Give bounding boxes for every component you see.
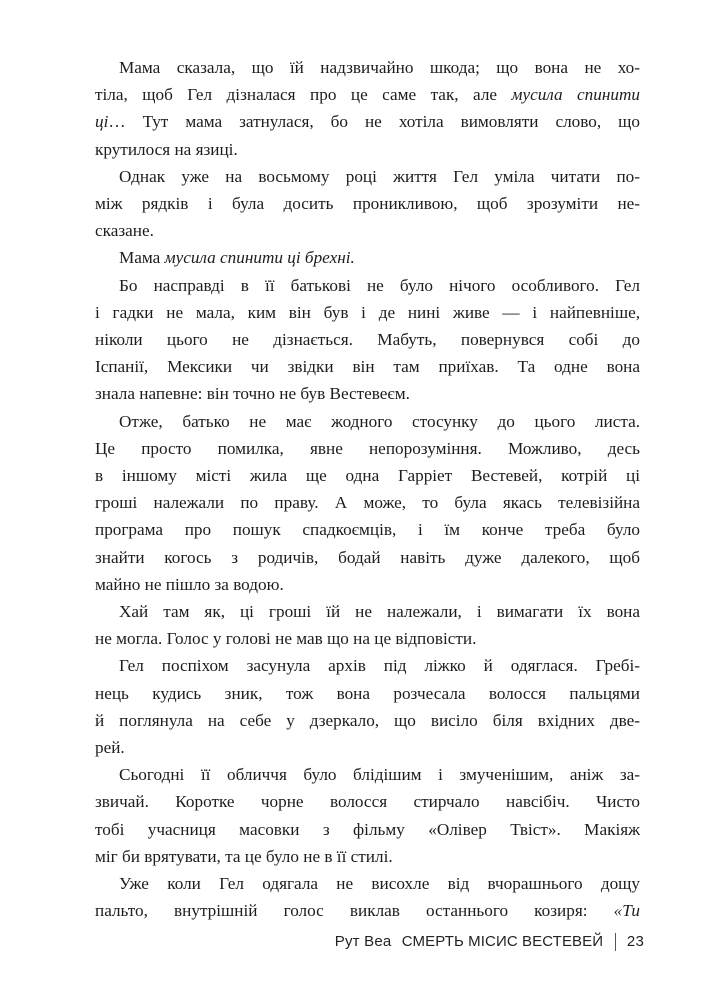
text-line — [119, 598, 640, 625]
text-line — [95, 108, 640, 135]
text-span: нець кудись зник, тож вона розчесала волосся пальцями — [95, 683, 640, 703]
text-line — [95, 380, 410, 407]
text-span: Гел поспіхом засунула архів під ліжко й одяглася. Гребі- — [119, 656, 640, 676]
text-span: знайти когось з родичів, бодай навіть дуже далекого, щоб — [95, 547, 640, 567]
text-span: Уже коли Гел одягала не висохле від вчорашнього дощу — [119, 874, 640, 893]
text-line — [95, 571, 284, 598]
text-span: Бо насправді в її батькові не було нічого особливого. Гел — [119, 275, 640, 295]
text-line — [95, 788, 640, 815]
text-span: майно не пішло за водою. — [95, 574, 284, 594]
text-line — [95, 680, 640, 707]
footer-author: Рут Веа — [334, 933, 392, 950]
text-line — [95, 81, 640, 108]
text-span: знала напевне: він точно не був Вестевеєм. — [95, 384, 410, 404]
text-span: Іспанії, Мексики чи звідки він там приїхав. Та одне вона — [95, 357, 640, 377]
text-line — [95, 843, 393, 870]
text-line — [95, 435, 640, 462]
text-span: Мама — [119, 248, 165, 268]
text-line — [95, 544, 640, 571]
text-line — [119, 163, 640, 190]
text-line — [119, 244, 355, 271]
italic-span: ці — [95, 112, 109, 132]
italic-span: «Ти — [613, 901, 640, 921]
text-span: міг би врятувати, та це було не в її стилі. — [95, 846, 393, 866]
text-span: ніколи цього не дізнається. Мабуть, повернувся собі до — [95, 330, 640, 349]
footer-divider — [615, 933, 616, 951]
text-line — [95, 707, 640, 734]
text-span: тіла, щоб Гел дізналася про це саме так, але — [95, 85, 512, 105]
text-line — [95, 299, 640, 326]
text-span: звичай. Коротке чорне волосся стирчало навсібіч. Чисто — [95, 792, 640, 812]
text-line — [95, 462, 640, 489]
text-line — [95, 816, 640, 843]
text-line — [95, 489, 640, 516]
text-span: пальто, внутрішній голос виклав останнього козиря: — [95, 901, 614, 921]
text-span: рей. — [95, 738, 125, 757]
text-line — [95, 136, 238, 163]
text-span: між рядків і була досить проникливою, щоб зрозуміти не- — [95, 194, 640, 213]
text-line — [119, 408, 640, 435]
text-line — [95, 353, 640, 380]
text-span: не могла. Голос у голові не мав що на це відповісти. — [95, 629, 477, 649]
text-span: Отже, батько не має жодного стосунку до цього листа. — [119, 411, 640, 431]
text-span: Сьогодні її обличчя було блідішим і змученішим, аніж за- — [119, 765, 640, 785]
text-line — [95, 326, 640, 353]
text-line — [95, 217, 154, 244]
text-line — [119, 272, 640, 299]
text-span: гроші належали по праву. А може, то була якась телевізійна — [95, 493, 640, 513]
text-line — [95, 625, 476, 652]
text-span: і гадки не мала, ким він був і де нині живе — і найпевніше, — [95, 302, 640, 322]
text-line — [95, 190, 640, 217]
footer-book-title: СМЕРТЬ МІСИС ВЕСТЕВЕЙ — [401, 933, 604, 950]
text-span: Це просто помилка, явне непорозуміння. Можливо, десь — [95, 438, 640, 458]
text-span: крутилося на язиці. — [95, 139, 238, 159]
page-number: 23 — [626, 933, 644, 950]
text-line — [119, 54, 640, 81]
text-span: Хай там як, ці гроші їй не належали, і вимагати їх вона — [119, 602, 640, 621]
italic-span: мусила спинити ці брехні. — [164, 248, 355, 268]
text-span: в іншому місті жила ще одна Гарріет Вестевей, котрій ці — [95, 466, 640, 485]
text-span: сказане. — [95, 221, 154, 241]
text-line — [119, 761, 640, 788]
text-span: … Тут мама затнулася, бо не хотіла вимовляти слово, що — [108, 112, 640, 132]
text-line — [119, 652, 640, 679]
text-line — [95, 897, 640, 924]
text-span: Однак уже на восьмому році життя Гел уміла читати по- — [119, 166, 640, 186]
text-span: й поглянула на себе у дзеркало, що висіло біля вхідних две- — [95, 710, 640, 730]
running-footer — [335, 930, 644, 954]
text-line — [95, 734, 125, 761]
text-line — [119, 870, 640, 897]
text-span: тобі учасниця масовки з фільму «Олівер Твіст». Макіяж — [95, 819, 640, 839]
text-span: Мама сказала, що їй надзвичайно шкода; що вона не хо- — [119, 58, 640, 77]
italic-span: мусила спинити — [511, 85, 640, 105]
text-span: програма про пошук спадкоємців, і їм конче треба було — [95, 520, 640, 540]
text-line — [95, 516, 640, 543]
